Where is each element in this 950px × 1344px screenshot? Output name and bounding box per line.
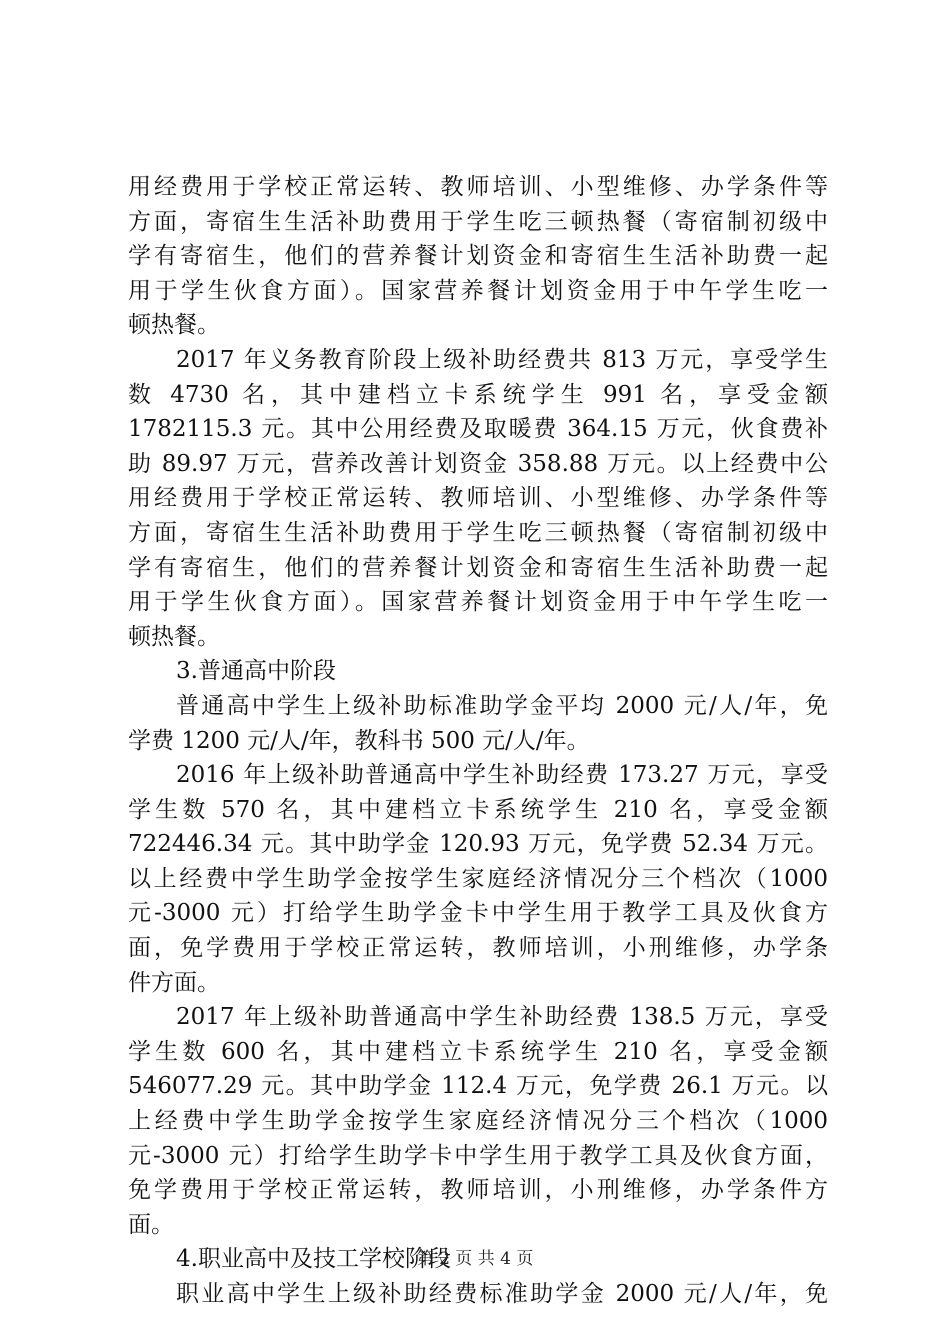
text-line: 用于学生伙食方面）。国家营养餐计划资金用于中午学生吃一 — [128, 277, 828, 304]
text-line: 1782115.3 元。其中公用经费及取暖费 364.15 万元，伙食费补 — [128, 416, 828, 443]
text-line: 面。 — [128, 1211, 174, 1238]
text-line: 3.普通高中阶段 — [176, 658, 336, 685]
text-line: 2017 年义务教育阶段上级补助经费共 813 万元，享受学生 — [176, 346, 828, 373]
text-line: 上经费中学生助学金按学生家庭经济情况分三个档次（1000 — [128, 1108, 828, 1135]
text-line: 学有寄宿生，他们的营养餐计划资金和寄宿生生活补助费一起 — [128, 554, 828, 581]
text-line: 普通高中学生上级补助标准助学金平均 2000 元/人/年，免 — [176, 692, 828, 719]
text-line: 用经费用于学校正常运转、教师培训、小型维修、办学条件等 — [128, 174, 828, 200]
text-line: 学费 1200 元/人/年，教科书 500 元/人/年。 — [128, 727, 590, 754]
text-line: 学生数 570 名，其中建档立卡系统学生 210 名，享受金额 — [128, 796, 828, 823]
text-line: 2016 年上级补助普通高中学生补助经费 173.27 万元，享受 — [176, 762, 828, 789]
text-line: 546077.29 元。其中助学金 112.4 万元，免学费 26.1 万元。以 — [128, 1073, 828, 1100]
text-line: 2017 年上级补助普通高中学生补助经费 138.5 万元，享受 — [176, 1004, 828, 1031]
text-line: 顿热餐。 — [128, 312, 220, 339]
text-line: 数 4730 名，其中建档立卡系统学生 991 名，享受金额 — [128, 381, 828, 408]
text-line: 方面，寄宿生生活补助费用于学生吃三顿热餐（寄宿制初级中 — [128, 208, 828, 235]
text-line: 职业高中学生上级补助经费标准助学金 2000 元/人/年，免 — [176, 1281, 828, 1307]
text-line: 面，免学费用于学校正常运转，教师培训，小刑维修，办学条 — [128, 935, 828, 962]
text-line: 学有寄宿生，他们的营养餐计划资金和寄宿生生活补助费一起 — [128, 243, 828, 270]
text-line: 学生数 600 名，其中建档立卡系统学生 210 名，享受金额 — [128, 1038, 828, 1065]
text-line: 用于学生伙食方面）。国家营养餐计划资金用于中午学生吃一 — [128, 589, 828, 616]
text-line: 以上经费中学生助学金按学生家庭经济情况分三个档次（1000 — [128, 865, 828, 892]
text-line: 元-3000 元）打给学生助学卡中学生用于教学工具及伙食方面， — [128, 1142, 828, 1169]
page-footer: 第 2 页 共 4 页 — [416, 1249, 534, 1269]
document-body — [128, 170, 828, 1312]
text-line: 方面，寄宿生生活补助费用于学生吃三顿热餐（寄宿制初级中 — [128, 519, 828, 546]
text-line: 件方面。 — [128, 969, 220, 996]
text-line: 免学费用于学校正常运转，教师培训，小刑维修，办学条件方 — [128, 1177, 828, 1204]
text-line: 用经费用于学校正常运转、教师培训、小型维修、办学条件等 — [128, 485, 828, 512]
text-line: 4.职业高中及技工学校阶段 — [176, 1246, 451, 1273]
text-line: 元-3000 元）打给学生助学金卡中学生用于教学工具及伙食方 — [128, 900, 828, 927]
text-line: 助 89.97 万元，营养改善计划资金 358.88 万元。以上经费中公 — [128, 450, 828, 477]
text-line: 顿热餐。 — [128, 623, 220, 650]
text-line: 722446.34 元。其中助学金 120.93 万元，免学费 52.34 万元。 — [128, 831, 828, 858]
